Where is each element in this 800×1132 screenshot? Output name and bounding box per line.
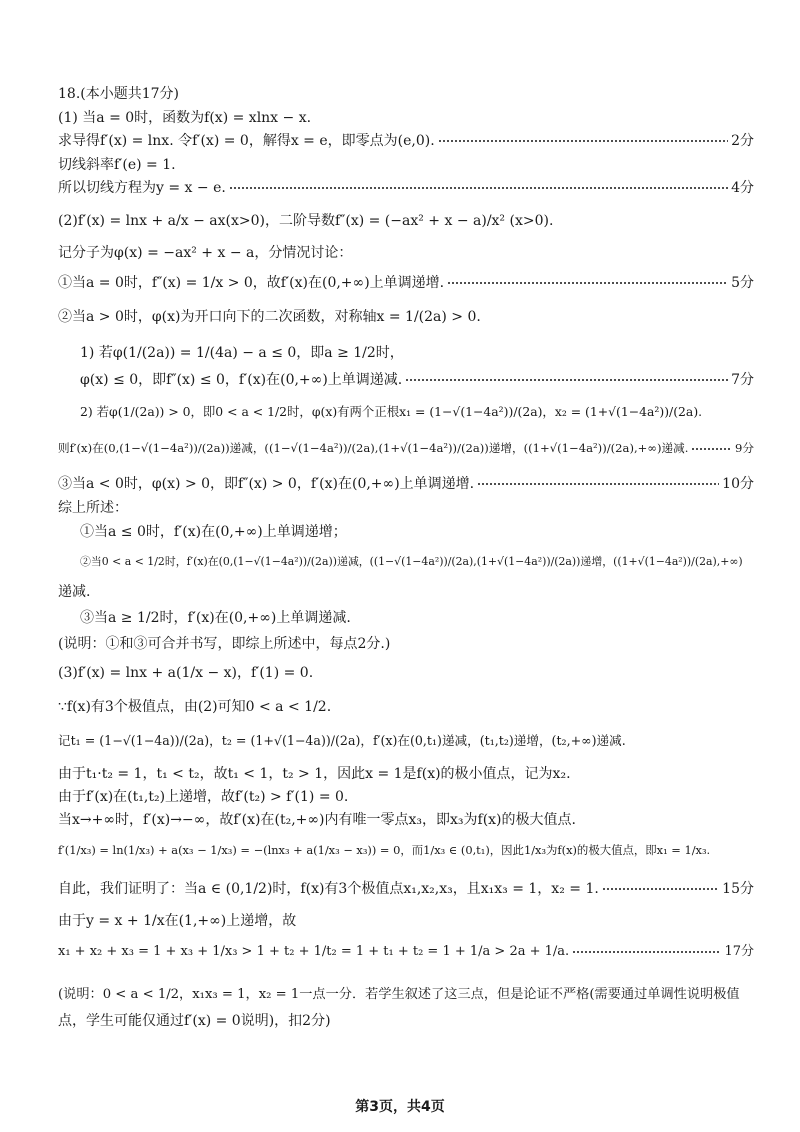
- solution-line: [80, 610, 754, 626]
- solution-line: [58, 699, 754, 715]
- line-text: ③当a ≥ 1/2时，f′(x)在(0,+∞)上单调递减.: [80, 610, 351, 626]
- score-mark: 15分: [722, 881, 754, 897]
- solution-line: [58, 500, 754, 516]
- solution-line: [58, 789, 754, 805]
- line-text: 记分子为φ(x) = −ax² + x − a，分情况讨论：: [58, 245, 353, 261]
- line-text: 由于y = x + 1/x在(1,+∞)上递增，故: [58, 913, 297, 929]
- line-text: (说明：①和③可合并书写，即综上所述中，每点2分.): [58, 636, 391, 652]
- score-mark: 4分: [731, 180, 754, 196]
- line-text: (2)f′(x) = lnx + a/x − ax(x>0)，二阶导数f″(x) = (−ax² + x − a)/x² (x>0).: [58, 213, 554, 229]
- solution-line: [58, 157, 754, 173]
- solution-line: [58, 881, 754, 897]
- solution-line: [58, 442, 754, 455]
- solution-line: [58, 213, 754, 229]
- line-text: ①当a = 0时，f″(x) = 1/x > 0，故f′(x)在(0,+∞)上单调递增.: [58, 275, 445, 291]
- line-text: 2) 若φ(1/(2a)) > 0，即0 < a < 1/2时，φ(x)有两个正根x₁ = (1−√(1−4a²))/(2a)，x₂ = (1+√(1−4a²))/(2a).: [80, 404, 703, 419]
- grading-note: [58, 1013, 754, 1029]
- line-text: x₁ + x₂ + x₃ = 1 + x₃ + 1/x₃ > 1 + t₂ + 1/t₂ = 1 + t₁ + t₂ = 1 + 1/a > 2a + 1/a.: [58, 944, 570, 959]
- solution-line: [58, 110, 754, 126]
- grading-note: [58, 636, 754, 652]
- leader-dots: [438, 140, 728, 142]
- line-text: 递减.: [58, 584, 91, 600]
- line-text: 所以切线方程为y = x − e.: [58, 180, 226, 196]
- leader-dots: [691, 448, 732, 450]
- leader-dots: [229, 187, 728, 189]
- solution-line: [58, 275, 754, 291]
- solution-line: [58, 812, 754, 828]
- solution-line: [58, 133, 754, 149]
- line-text: 由于t₁·t₂ = 1，t₁ < t₂，故t₁ < 1，t₂ > 1，因此x = 1是f(x)的极小值点，记为x₂.: [58, 766, 571, 782]
- line-text: 自此，我们证明了：当a ∈ (0,1/2)时，f(x)有3个极值点x₁,x₂,x₃，且x₁x₃ = 1，x₂ = 1.: [58, 881, 599, 897]
- grading-note: [58, 987, 754, 1002]
- solution-line: [58, 734, 754, 748]
- line-text: f′(1/x₃) = ln(1/x₃) + a(x₃ − 1/x₃) = −(lnx₃ + a(1/x₃ − x₃)) = 0，而1/x₃ ∈ (0,t₁)，因此1/x₃为f(x)的极大值点，即x₁ = 1/x₃.: [58, 843, 711, 857]
- score-mark: 10分: [722, 476, 754, 492]
- solution-line: [80, 524, 754, 540]
- line-text: 点，学生可能仅通过f′(x) = 0说明)，扣2分): [58, 1013, 331, 1029]
- solution-line: [58, 309, 754, 325]
- line-text: 当x→+∞时，f′(x)→−∞，故f′(x)在(t₂,+∞)内有唯一零点x₃，即x₃为f(x)的极大值点.: [58, 812, 576, 828]
- line-text: 则f′(x)在(0,(1−√(1−4a²))/(2a))递减，((1−√(1−4a²))/(2a),(1+√(1−4a²))/(2a))递增，((1+√(1−4a²))/(2a),+∞)递减.: [58, 441, 689, 455]
- line-text: 切线斜率f′(e) = 1.: [58, 157, 176, 173]
- leader-dots: [405, 379, 728, 381]
- solution-line: [58, 766, 754, 782]
- line-text: φ(x) ≤ 0，即f″(x) ≤ 0，f′(x)在(0,+∞)上单调递减.: [80, 372, 403, 388]
- line-text: 记t₁ = (1−√(1−4a))/(2a)，t₂ = (1+√(1−4a))/(2a)，f′(x)在(0,t₁)递减，(t₁,t₂)递增，(t₂,+∞)递减.: [58, 733, 626, 748]
- leader-dots: [602, 888, 719, 890]
- line-text: (1) 当a = 0时，函数为f(x) = xlnx − x.: [58, 110, 312, 126]
- score-mark: 17分: [724, 944, 754, 959]
- leader-dots: [572, 951, 721, 953]
- line-text: ①当a ≤ 0时，f′(x)在(0,+∞)上单调递增；: [80, 524, 347, 540]
- problem-heading: [58, 86, 754, 102]
- line-text: 由于f′(x)在(t₁,t₂)上递增，故f′(t₂) > f′(1) = 0.: [58, 789, 349, 805]
- line-text: (说明：0 < a < 1/2，x₁x₃ = 1，x₂ = 1一点一分．若学生叙述了这三点，但是论证不严格(需要通过单调性说明极值: [58, 987, 740, 1002]
- line-text: ②当a > 0时，φ(x)为开口向下的二次函数，对称轴x = 1/(2a) > 0.: [58, 309, 481, 325]
- solution-line: [80, 372, 754, 388]
- score-mark: 9分: [735, 441, 754, 455]
- line-text: (3)f′(x) = lnx + a(1/x − x)，f′(1) = 0.: [58, 665, 314, 681]
- solution-line: [80, 556, 754, 569]
- solution-line: [80, 405, 754, 419]
- line-text: ∵f(x)有3个极值点，由(2)可知0 < a < 1/2.: [58, 699, 332, 715]
- solution-line: [58, 844, 754, 857]
- line-text: ③当a < 0时，φ(x) > 0，即f″(x) > 0，f′(x)在(0,+∞)上单调递增.: [58, 476, 475, 492]
- solution-line: [58, 913, 754, 929]
- solution-line: [58, 180, 754, 196]
- score-mark: 7分: [731, 372, 754, 388]
- solution-line: [80, 345, 754, 361]
- solution-line: [58, 945, 754, 960]
- score-mark: 2分: [731, 133, 754, 149]
- solution-line: [58, 476, 754, 492]
- solution-line: [58, 245, 754, 261]
- solution-line: [58, 584, 754, 600]
- leader-dots: [447, 282, 728, 284]
- leader-dots: [477, 483, 719, 485]
- line-text: 综上所述：: [58, 500, 128, 516]
- line-text: ②当0 < a < 1/2时，f′(x)在(0,(1−√(1−4a²))/(2a))递减，((1−√(1−4a²))/(2a),(1+√(1−4a²))/(2a))递增，((1+√(1−4a²))/(2a),+∞): [80, 555, 743, 568]
- line-text: 求导得f′(x) = lnx. 令f′(x) = 0，解得x = e，即零点为(e,0).: [58, 133, 435, 149]
- page-number: 第3页，共4页: [355, 1099, 445, 1115]
- line-text: 18.(本小题共17分): [58, 86, 180, 102]
- line-text: 1) 若φ(1/(2a)) = 1/(4a) − a ≤ 0，即a ≥ 1/2时，: [80, 345, 404, 361]
- solution-line: [58, 665, 754, 681]
- score-mark: 5分: [731, 275, 754, 291]
